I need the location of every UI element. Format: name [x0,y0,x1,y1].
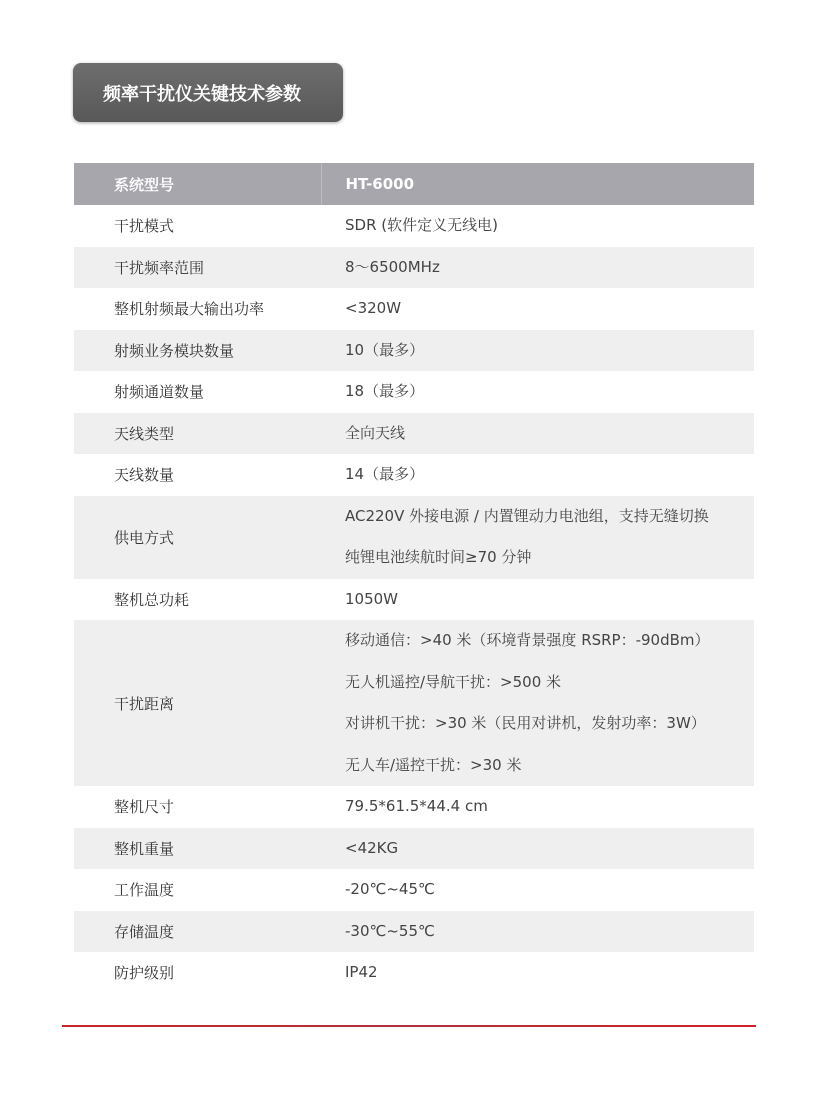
row-value-line: AC220V 外接电源 / 内置锂动力电池组，支持无缝切换 [345,506,709,525]
row-value-line: IP42 [345,963,378,981]
row-label: 防护级别 [114,964,175,983]
table-row [74,205,754,247]
table-row [74,371,754,413]
row-value [321,454,754,496]
table-row [74,786,754,828]
table-row [74,496,754,579]
row-value-line: SDR (软件定义无线电) [345,216,498,234]
row-value-line: 对讲机干扰：>30 米（民用对讲机，发射功率：3W） [345,714,706,732]
row-label: 天线类型 [74,413,321,455]
row-label: 整机尺寸 [114,798,175,817]
row-value-line: <320W [345,299,402,317]
row-label: 整机总功耗 [114,590,190,609]
row-label: 天线数量 [114,466,175,485]
section-title-text: 频率干扰仪关键技术参数 [103,83,301,105]
table-row [74,828,754,870]
table-row [74,288,754,330]
row-value-line: -30℃~55℃ [345,921,435,940]
row-value-line: 14（最多） [345,465,425,483]
row-value-line: 10（最多） [345,340,425,359]
table-row [74,620,754,786]
footer-divider [62,1025,756,1027]
row-label: 供电方式 [74,496,321,579]
spec-table [74,163,754,994]
row-value-line: 79.5*61.5*44.4 cm [345,797,488,815]
row-value [321,413,754,455]
row-value [321,620,754,786]
header-value: HT-6000 [321,163,754,205]
row-value [321,371,754,413]
table-row [74,454,754,496]
table-row [74,330,754,372]
table-row [74,579,754,621]
table-row [74,869,754,911]
row-value-line: 无人车/遥控干扰：>30 米 [345,755,522,774]
table-row [74,247,754,289]
row-label: 射频业务模块数量 [74,330,321,372]
row-value-line: 移动通信：>40 米（环境背景强度 RSRP：-90dBm） [345,631,710,649]
section-title [73,63,343,122]
row-value-line: 纯锂电池续航时间≥70 分钟 [345,548,532,566]
table-row [74,911,754,953]
row-value [321,288,754,330]
row-value [321,205,754,247]
row-value-line: 18（最多） [345,382,425,400]
row-value-line: 无人机遥控/导航干扰：>500 米 [345,672,562,691]
row-value [321,952,754,994]
row-value [321,247,754,289]
table-row [74,413,754,455]
row-value [321,786,754,828]
row-label: 干扰模式 [114,217,175,236]
row-value [321,330,754,372]
row-value-line: 全向天线 [345,423,406,442]
header-key: 系统型号 [74,163,321,205]
row-label: 整机重量 [74,828,321,870]
row-label: 工作温度 [114,881,175,900]
row-label: 射频通道数量 [114,383,205,402]
row-value-line: 1050W [345,589,399,608]
row-value [321,579,754,621]
row-value-line: -20℃~45℃ [345,880,435,898]
row-label: 干扰频率范围 [74,247,321,289]
spec-table-body [74,205,754,994]
table-row [74,952,754,994]
row-label: 干扰距离 [74,620,321,786]
row-value-line: <42KG [345,838,399,857]
spec-table-header [74,163,754,205]
row-value [321,496,754,579]
row-value [321,869,754,911]
row-value [321,911,754,953]
row-value-line: 8～6500MHz [345,257,440,276]
row-value [321,828,754,870]
row-label: 整机射频最大输出功率 [114,300,265,319]
row-label: 存储温度 [74,911,321,953]
